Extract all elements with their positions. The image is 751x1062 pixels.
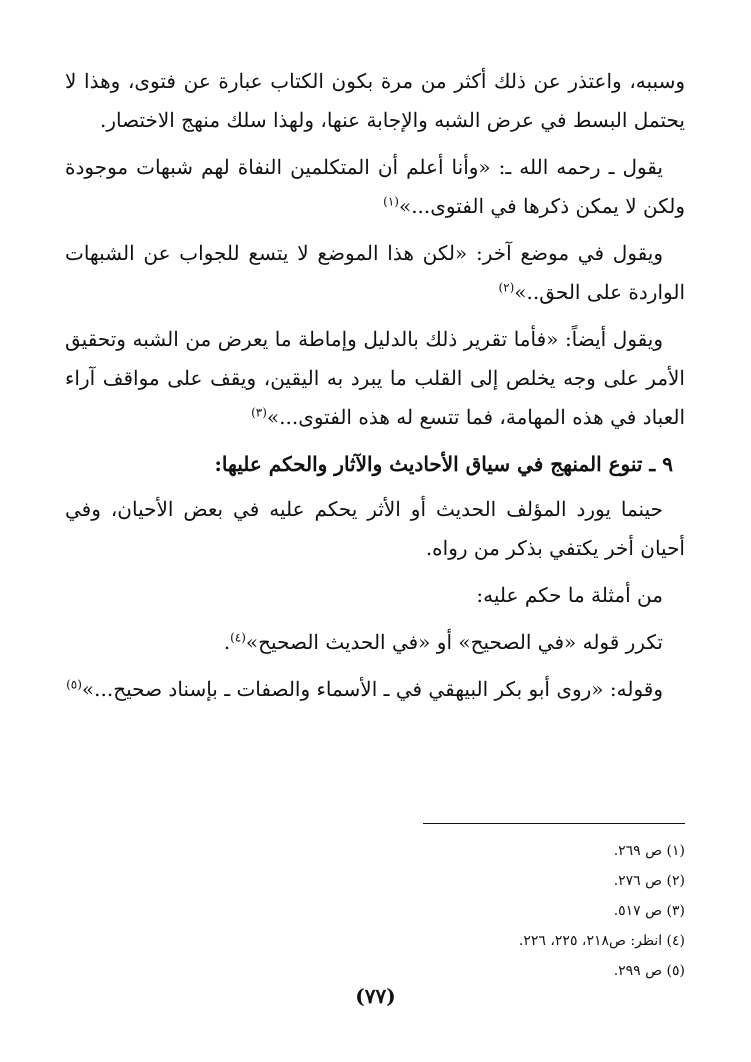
paragraph-quote-3 [65, 320, 685, 437]
paragraph-example-2 [65, 670, 685, 709]
paragraph-text: تكرر قوله «في الصحيح» أو «في الحديث الصحيح» [245, 630, 663, 654]
footnote-ref[interactable]: (٣) [251, 405, 267, 420]
paragraph-section-intro [65, 490, 685, 568]
paragraph-text: حينما يورد المؤلف الحديث أو الأثر يحكم عليه في بعض الأحيان، وفي أحيان أخر يكتفي بذكر من رواه. [65, 497, 685, 560]
footnote-item: (٣) ص ٥١٧. [613, 903, 685, 919]
paragraph-intro [65, 62, 685, 140]
page-number: (٧٧) [355, 984, 396, 1008]
footnote-ref[interactable]: (٢) [498, 280, 515, 295]
footnote-ref[interactable]: (١) [383, 194, 399, 209]
footnote-divider [423, 823, 685, 824]
paragraph-text: ويقول أيضاً: «فأما تقرير ذلك بالدليل وإماطة ما يعرض من الشبه وتحقيق الأمر على وجه يخلص إلى القلب ما يبرد به اليقين، ويقف على مواقف آراء العباد في هذه المهامة، فما تتسع له هذه الفتوى...» [65, 327, 685, 429]
paragraph-quote-1 [65, 148, 685, 226]
paragraph-text: وسببه، واعتذر عن ذلك أكثر من مرة بكون الكتاب عبارة عن فتوى، وهذا لا يحتمل البسط في عرض الشبه والإجابة عنها، ولهذا سلك منهج الاختصار. [65, 69, 685, 132]
paragraph-text: ويقول في موضع آخر: «لكن هذا الموضع لا يتسع للجواب عن الشبهات الواردة على الحق..» [65, 241, 685, 304]
footnote-ref[interactable]: (٥) [66, 677, 82, 692]
footnote-item: (١) ص ٢٦٩. [613, 843, 685, 859]
paragraph-examples-label [65, 576, 685, 615]
footnote-item: (٤) انظر: ص٢١٨، ٢٢٥، ٢٢٦. [518, 933, 685, 949]
paragraph-text: يقول ـ رحمه الله ـ: «وأنا أعلم أن المتكلمين النفاة لهم شبهات موجودة ولكن لا يمكن ذكرها في الفتوى...» [65, 155, 685, 218]
paragraph-quote-2 [65, 234, 685, 312]
footnote-item: (٥) ص ٢٩٩. [613, 963, 685, 979]
paragraph-text: من أمثلة ما حكم عليه: [476, 583, 663, 607]
footnote-item: (٢) ص ٢٧٦. [613, 873, 685, 889]
page-body [65, 62, 685, 717]
footnote-ref[interactable]: (٤) [230, 630, 246, 645]
paragraph-tail: . [223, 630, 231, 654]
section-heading: ٩ ـ تنوع المنهج في سياق الأحاديث والآثار والحكم عليها: [214, 452, 673, 476]
paragraph-example-1 [65, 623, 685, 662]
paragraph-text: وقوله: «روى أبو بكر البيهقي في ـ الأسماء والصفات ـ بإسناد صحيح...» [81, 677, 663, 701]
footnotes-list [285, 836, 685, 986]
